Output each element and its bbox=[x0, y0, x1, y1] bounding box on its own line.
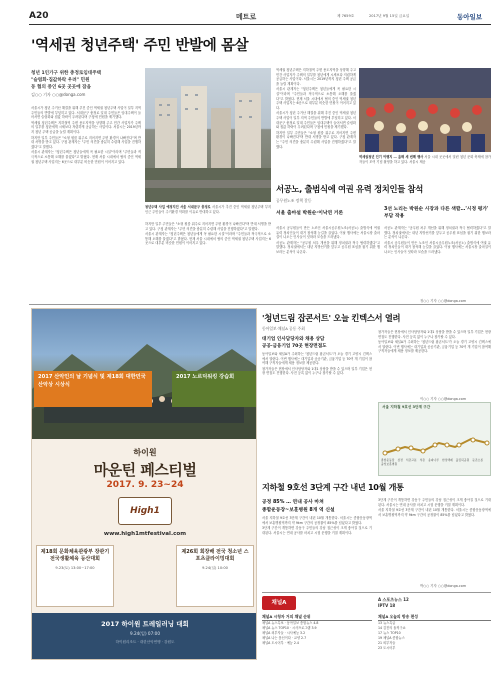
side-left-title: 서울 출마설 박원순·이낙연 거론 bbox=[276, 211, 344, 216]
ad-bottom-title: 2017 하이원 트레일러닝 대회 bbox=[101, 620, 189, 628]
ad-title: 마운틴 페스티벌 bbox=[93, 461, 197, 479]
station-label: 석촌 bbox=[419, 458, 426, 462]
side-photo-caption bbox=[359, 155, 491, 164]
masthead bbox=[29, 10, 491, 24]
ranking-item: 채널A 도시어부 · 예능 2.4 bbox=[262, 641, 299, 645]
side-right-title: 3선 노리는 박원순 시장과 다른 색깔…'시정 평가' 부담 작용 bbox=[384, 207, 489, 219]
subway-sub-1: 공정 85% … 연내 공사 마쳐 bbox=[262, 500, 324, 505]
lead-photo-caption bbox=[145, 205, 271, 214]
mid-headline: '청년드림 잡콘서트' 오늘 킨텍스서 열려 bbox=[262, 313, 401, 323]
subway-paragraph: 3단계 구간이 개통하면 강동구 주민들의 강남 접근성이 크게 좋아질 것으로 기대된다. 서울시는 연내 공사를 마치고 시험 운행을 거칠 계획이다. bbox=[262, 526, 372, 535]
station-label: 송파나루 bbox=[428, 458, 439, 462]
station-label: 종합운동장 bbox=[381, 458, 395, 462]
ad-right-event-text: 제26회 회장배 전국 청소년 스포츠클라이밍대회 bbox=[181, 549, 249, 562]
lead-paragraph: 서울시가 청년 주거난 해결을 위해 추진 중인 역세권 청년주택 사업이 일부 지역 주민들의 반발에 부딪히고 있다. 서대문구 충정로 일대 주민들은 임대주택이 들어서면 슬럼화와 집값 하락이 우려된다며 구청에 민원을 제기했다. bbox=[276, 111, 356, 130]
station-label: 올림픽공원 bbox=[455, 458, 470, 462]
lead-paragraph: 역세권 청년주택은 지하철역 주변 용도지역을 상향해 주고 민간 사업자가 주택의 일부를 청년에게 시세보다 저렴하게 공급하는 사업이다. 서울시는 2019년까지 청년 주택 공급을 늘릴 계획이다. bbox=[31, 120, 141, 134]
schedule-list bbox=[378, 621, 491, 651]
lead-sub-3: 동 협의 중인 6곳 곳곳에 잡음 bbox=[31, 85, 92, 90]
side-subhead: 공무원노조 정책 갈등 bbox=[276, 198, 312, 203]
subway-map-title: 서울 지하철 9호선 3단계 구간 bbox=[382, 405, 431, 409]
lead-sub-2: "슬럼화·집값하락 우려" 민원 bbox=[31, 78, 90, 83]
schedule-item: 17 뉴스 TOP10 bbox=[378, 631, 401, 635]
side-caption-body: 서울 시내 곳곳에서 열린 청년 문화 축제에 참가자들이 모여 기념 촬영을 하고 있다. 서울시 제공 bbox=[359, 155, 491, 164]
lead-paragraph: 서울시 관계자는 "청년주택은 청년들에게 꼭 필요한 시설"이라며 "주민들과 적극적으로 소통해 오해를 풀겠다"고 밝혔다. 현재 서울 시내에서 협의 중인 역세권 청년주택 사업지는 6곳으로 대부분 비슷한 민원이 이어지고 있다. bbox=[276, 87, 356, 110]
lead-paragraph: 하지만 일부 주민들은 "소형 원룸 위주로 지어지면 주변 환경이 나빠진다"며 반대 서명을 받고 있다. 구청 관계자는 "주민 의견을 충분히 수렴해 사업을 진행하겠다"고 말했다. bbox=[145, 222, 271, 231]
festival-ad bbox=[31, 308, 257, 660]
newspaper-name: 동아일보 bbox=[457, 13, 483, 21]
mid-subhead: 동아일보·채널A 공동 주최 bbox=[262, 326, 305, 331]
ad-logo bbox=[118, 497, 172, 525]
schedule-item: 23 도시어부 bbox=[378, 646, 396, 650]
ranking-item: 채널A 나는 몸신이다 · 교양 2.7 bbox=[262, 636, 307, 640]
lead-body-left bbox=[31, 106, 141, 301]
ad-bottom-band bbox=[32, 613, 257, 660]
subway-paragraph: 서울 지하철 9호선 3단계 구간이 내년 10월 개통한다. 서울시는 종합운동장역에서 보훈병원역까지 약 9km 구간의 공정률이 85%를 넘었다고 밝혔다. bbox=[378, 508, 491, 517]
ranking-item: 채널A 뉴스 TOP10 · 시사프로그램 3.9 bbox=[262, 626, 317, 630]
side-paragraph: 서공노 관계자는 "공무원 처우 개선을 위해 정치권과 적극 협력하겠다"고 말했다. 정치권에서는 내년 지방선거를 앞두고 공무원 표심을 잡기 위한 행보라는 분석이 나온다. bbox=[276, 240, 380, 254]
schedule-item: 21 외부자들 bbox=[378, 641, 396, 645]
subway-route-graphic bbox=[379, 413, 492, 477]
ad-bottom-date: 9.24(일) 07:00 bbox=[129, 631, 161, 636]
ad-banner-left bbox=[34, 371, 152, 407]
subway-map bbox=[378, 402, 491, 476]
ad-left-event bbox=[36, 545, 114, 607]
lead-body-right bbox=[145, 222, 271, 302]
lead-caption-body: 서울시가 추진 중인 역세권 청년주택 부지 인근 주민들이 주거환경 악화를 이유로 반대하고 있다. bbox=[145, 205, 272, 214]
ad-banner-right bbox=[172, 371, 256, 407]
ad-logo-text: High1 bbox=[130, 506, 160, 516]
subway-byline: 박○○ 기자 ○○@donga.com bbox=[420, 584, 467, 588]
subway-body-right bbox=[378, 498, 491, 580]
mid-paragraph: 동아일보와 채널A가 주최하는 '청년드림 잡콘서트'가 오늘 경기 고양시 킨텍스에서 열린다. 이번 행사에는 대기업과 공공기관, 금융기업 등 70여 개 기업이 참여해 구직자들에게 채용 정보를 제공한다. bbox=[378, 340, 491, 354]
lead-paragraph: 하지만 일부 주민들은 "소형 원룸 위주로 지어지면 주변 환경이 나빠진다"며 반대 서명을 받고 있다. 구청 관계자는 "주민 의견을 충분히 수렴해 사업을 진행하겠다"고 말했다. bbox=[31, 135, 141, 149]
station-label: 한성백제 bbox=[441, 458, 453, 462]
festival-crowd-image bbox=[359, 68, 491, 152]
side-body-right bbox=[384, 226, 491, 296]
ad-banner-left-text: 2017 산악인의 날 기념식 및 제18회 대한민국 산악상 시상식 bbox=[38, 374, 146, 388]
ad-left-event-time: 9.23(토) 13:00~17:00 bbox=[55, 566, 95, 570]
lead-caption-title: 청년주택 사업 예정지인 서울 서대문구 충정로 bbox=[145, 205, 211, 209]
schedule-title: 채널A 오늘의 방송 편성 bbox=[378, 614, 491, 621]
station-label: 둔촌오륜 bbox=[472, 458, 484, 462]
apartment-buildings-image bbox=[145, 68, 271, 202]
ranking-item: 채널A 뉴스특보 · 동아일보 종합뉴스 4.8 bbox=[262, 621, 319, 625]
issue-number: 제 7659호 bbox=[337, 14, 355, 18]
ranking-list bbox=[262, 621, 372, 646]
station-label: 삼전 bbox=[397, 458, 403, 462]
ad-left-event-text: 제18회 문화체육관광부 장관기 전국생활체육 등산대회 bbox=[40, 549, 110, 562]
mid-paragraph: 동아일보와 채널A가 주최하는 '청년드림 잡콘서트'가 오늘 경기 고양시 킨텍스에서 열린다. 이번 행사에는 대기업과 공공기관, 금융기업 등 70여 개 기업이 참여해 구직자들에게 채용 정보를 제공한다. bbox=[262, 352, 372, 366]
masthead-rule bbox=[29, 24, 491, 25]
subway-headline: 지하철 9호선 3단계 구간 내년 10월 개통 bbox=[262, 482, 404, 492]
schedule-item: 19 채널A 종합뉴스 bbox=[378, 636, 405, 640]
side-paragraph: 서공노 관계자는 "공무원 처우 개선을 위해 정치권과 적극 협력하겠다"고 말했다. 정치권에서는 내년 지방선거를 앞두고 공무원 표심을 잡기 위한 행보라는 분석이 나온다. bbox=[384, 226, 491, 240]
schedule-item: 14 김진의 돌직구쇼 bbox=[378, 626, 406, 630]
mid-byline: 이○○ 기자 ○○@donga.com bbox=[420, 397, 467, 401]
ad-sponsor: 하이원리조트 · 대한산악연맹 · 강원도 bbox=[115, 640, 175, 644]
lead-headline: '역세권 청년주택' 주민 반발에 몸살 bbox=[31, 38, 249, 54]
bottom-divider bbox=[262, 592, 491, 593]
subway-paragraph: 서울 지하철 9호선 3단계 구간이 내년 10월 개통한다. 서울시는 종합운동장역에서 보훈병원역까지 약 9km 구간의 공정률이 85%를 넘었다고 밝혔다. bbox=[262, 516, 372, 525]
ranking-list-title: 채널A 시청자 거의 채널 순위 bbox=[262, 614, 372, 621]
mid-body-left bbox=[262, 352, 372, 420]
page-number: A20 bbox=[29, 11, 49, 21]
subway-body-left bbox=[262, 516, 372, 588]
channel-a-logo bbox=[262, 596, 296, 610]
side-caption-title: 역세권청년 인기 여행지 … 올해 세 번째 행사 bbox=[359, 155, 424, 159]
ad-right-event-time: 9.24(일) 10:00 bbox=[202, 566, 228, 570]
mid-left-title: 대기업 인사담당자와 채용 상담 bbox=[262, 337, 325, 342]
channel-a-line2: IPTV 18 bbox=[378, 603, 396, 608]
lead-paragraph: 서울시 관계자는 "청년주택은 청년들에게 꼭 필요한 시설"이라며 "주민들과 적극적으로 소통해 오해를 풀겠다"고 밝혔다. 현재 서울 시내에서 협의 중인 역세권 청년주택 사업지는 6곳으로 대부분 비슷한 민원이 이어지고 있다. bbox=[145, 232, 271, 246]
channel-a-logo-text: 채널A bbox=[271, 600, 287, 606]
side-photo bbox=[359, 68, 491, 152]
lead-byline: 김○○ 기자 ○○@donga.com bbox=[31, 92, 86, 97]
lead-paragraph: 역세권 청년주택은 지하철역 주변 용도지역을 상향해 주고 민간 사업자가 주택의 일부를 청년에게 시세보다 저렴하게 공급하는 사업이다. 서울시는 2019년까지 청년 주택 공급을 늘릴 계획이다. bbox=[276, 68, 356, 86]
side-paragraph: 서울시 공무원들이 만든 노조인 서울시공무원노조(서공노) 출범식에 여권 유력 정치인들이 대거 참석해 눈길을 끌었다. 이날 행사에는 서울시장 출마설이 나오는 인사들이 잇따라 모습을 드러냈다. bbox=[384, 240, 491, 254]
mid-paragraph: 참가자들은 현장에서 인사담당자와 1대1 상담을 받을 수 있으며 일부 기업은 현장 면접도 진행한다. 사전 등록 없이 누구나 참가할 수 있다. bbox=[262, 366, 372, 376]
ranking-item: 채널A 외부자들 · 시사예능 3.2 bbox=[262, 631, 306, 635]
issue-date: 2017년 9월 15일 금요일 bbox=[369, 14, 410, 18]
ad-banner-right-text: 2017 노르딕워킹 강습회 bbox=[176, 374, 235, 380]
mid-right-title: 공공·금융기업 70곳 현장면접도 bbox=[262, 344, 327, 349]
channel-a-line1: A 스포츠뉴스 12 bbox=[378, 597, 409, 602]
ad-right-event bbox=[176, 545, 254, 607]
section-name: 메트로 bbox=[236, 13, 257, 21]
mid-paragraph: 참가자들은 현장에서 인사담당자와 1대1 상담을 받을 수 있으며 일부 기업은 현장 면접도 진행한다. 사전 등록 없이 누구나 참가할 수 있다. bbox=[378, 330, 491, 339]
side-body-left bbox=[276, 226, 380, 302]
side-byline: 정○○ 기자 ○○@donga.com bbox=[420, 299, 467, 303]
station-label: 중앙보훈병원 bbox=[381, 461, 398, 466]
lead-paragraph: 하지만 일부 주민들은 "소형 원룸 위주로 지어지면 주변 환경이 나빠진다"며 반대 서명을 받고 있다. 구청 관계자는 "주민 의견을 충분히 수렴해 사업을 진행하겠다"고 말했다. bbox=[276, 130, 356, 149]
lead-sub-1: 청년 1인가구 위한 충정로임대주택 bbox=[31, 71, 102, 76]
ad-dates: 2017. 9. 23~24 bbox=[106, 480, 184, 490]
lead-subheads bbox=[31, 70, 159, 99]
lead-paragraph: 서울시가 청년 주거난 해결을 위해 추진 중인 역세권 청년주택 사업이 일부 지역 주민들의 반발에 부딪히고 있다. 서대문구 충정로 일대 주민들은 임대주택이 들어서면 슬럼화와 집값 하락이 우려된다며 구청에 민원을 제기했다. bbox=[31, 106, 141, 120]
subway-paragraph: 3단계 구간이 개통하면 강동구 주민들의 강남 접근성이 크게 좋아질 것으로 기대된다. 서울시는 연내 공사를 마치고 시험 운행을 거칠 계획이다. bbox=[378, 498, 491, 507]
side-paragraph: 서울시 공무원들이 만든 노조인 서울시공무원노조(서공노) 출범식에 여권 유력 정치인들이 대거 참석해 눈길을 끌었다. 이날 행사에는 서울시장 출마설이 나오는 인사들이 잇따라 모습을 드러냈다. bbox=[276, 226, 380, 240]
lead-photo bbox=[145, 68, 271, 202]
lead-paragraph: 서울시 관계자는 "청년주택은 청년들에게 꼭 필요한 시설"이라며 "주민들과 적극적으로 소통해 오해를 풀겠다"고 밝혔다. 현재 서울 시내에서 협의 중인 역세권 청년주택 사업지는 6곳으로 대부분 비슷한 민원이 이어지고 있다. bbox=[31, 150, 141, 164]
channel-a-box bbox=[262, 596, 491, 676]
schedule-item: 13 뉴스특급 bbox=[378, 621, 396, 625]
mid-body-right bbox=[378, 330, 491, 394]
section-divider bbox=[29, 304, 491, 305]
station-list bbox=[381, 459, 491, 466]
ad-url: www.high1mtfestival.com bbox=[103, 531, 187, 537]
ad-pre-title: 하이원 bbox=[133, 448, 157, 457]
subway-sub-2: 종합운동장~보훈병원 8개 역 신설 bbox=[262, 508, 335, 513]
station-label: 석촌고분 bbox=[405, 458, 417, 462]
side-headline: 서공노, 출범식에 여권 유력 정치인들 참석 bbox=[276, 184, 423, 194]
